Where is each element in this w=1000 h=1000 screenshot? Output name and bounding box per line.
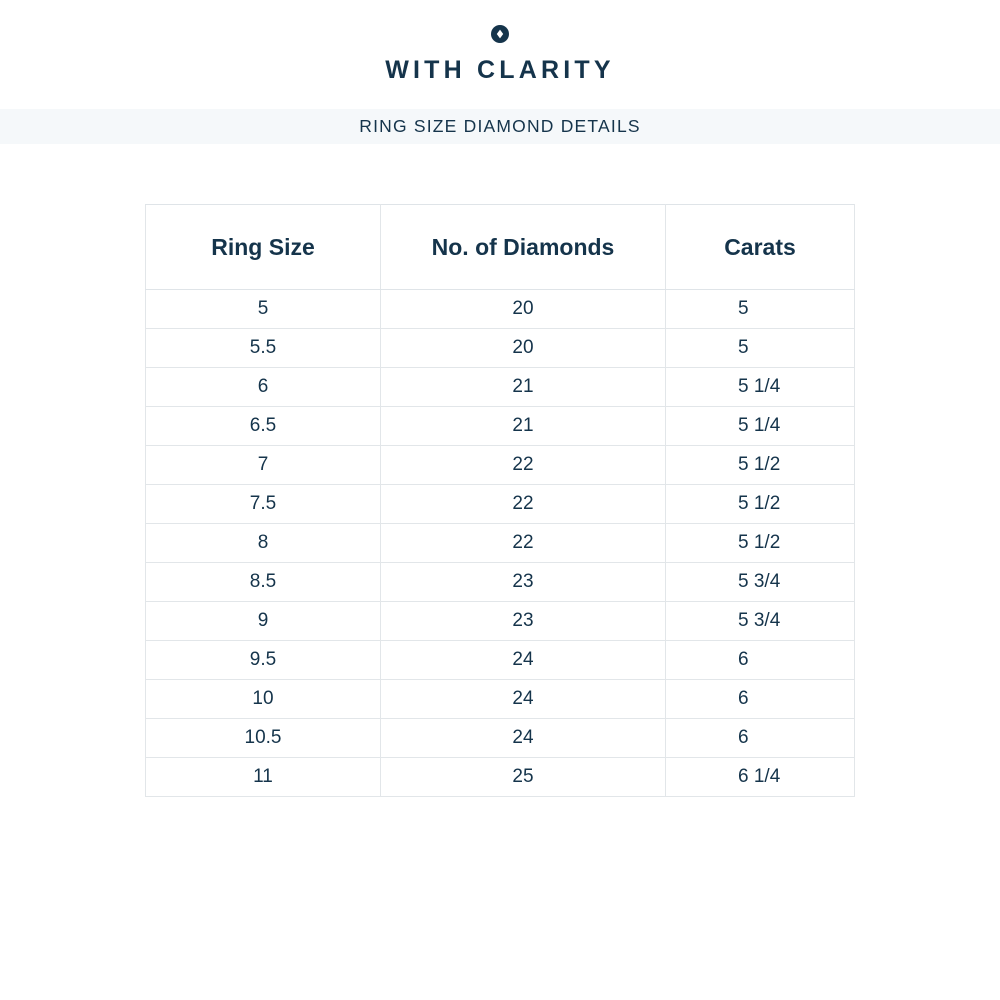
cell-carats: 5 1/2 — [666, 485, 855, 524]
cell-ring-size: 6.5 — [146, 407, 381, 446]
cell-carats: 5 — [666, 290, 855, 329]
cell-ring-size: 8 — [146, 524, 381, 563]
table-header-row — [146, 205, 855, 290]
cell-no-of-diamonds: 21 — [381, 407, 666, 446]
column-header-carats: Carats — [666, 205, 855, 290]
table-row — [146, 602, 855, 641]
ring-size-diamond-table — [145, 204, 855, 797]
cell-no-of-diamonds: 20 — [381, 290, 666, 329]
cell-no-of-diamonds: 25 — [381, 758, 666, 797]
cell-carats: 6 — [666, 641, 855, 680]
cell-no-of-diamonds: 21 — [381, 368, 666, 407]
cell-ring-size: 9.5 — [146, 641, 381, 680]
column-header-ring-size: Ring Size — [146, 205, 381, 290]
table-row — [146, 524, 855, 563]
cell-no-of-diamonds: 22 — [381, 446, 666, 485]
cell-ring-size: 9 — [146, 602, 381, 641]
cell-no-of-diamonds: 23 — [381, 563, 666, 602]
table-row — [146, 290, 855, 329]
cell-ring-size: 8.5 — [146, 563, 381, 602]
diamond-dot-icon — [490, 24, 510, 44]
cell-ring-size: 10 — [146, 680, 381, 719]
table-header — [146, 205, 855, 290]
table-row — [146, 368, 855, 407]
table-row — [146, 641, 855, 680]
cell-ring-size: 10.5 — [146, 719, 381, 758]
table-row — [146, 407, 855, 446]
subheader-title: RING SIZE DIAMOND DETAILS — [359, 116, 641, 136]
subheader-band — [0, 109, 1000, 144]
cell-carats: 5 3/4 — [666, 602, 855, 641]
cell-ring-size: 5.5 — [146, 329, 381, 368]
cell-carats: 5 1/4 — [666, 407, 855, 446]
table-row — [146, 485, 855, 524]
table-row — [146, 329, 855, 368]
table-row — [146, 563, 855, 602]
table-row — [146, 719, 855, 758]
column-header-no-of-diamonds: No. of Diamonds — [381, 205, 666, 290]
cell-carats: 6 — [666, 719, 855, 758]
table-body — [146, 290, 855, 797]
cell-no-of-diamonds: 24 — [381, 680, 666, 719]
cell-no-of-diamonds: 24 — [381, 719, 666, 758]
cell-carats: 5 1/2 — [666, 524, 855, 563]
table-row — [146, 680, 855, 719]
cell-carats: 6 1/4 — [666, 758, 855, 797]
table-row — [146, 446, 855, 485]
cell-ring-size: 6 — [146, 368, 381, 407]
cell-ring-size: 11 — [146, 758, 381, 797]
cell-carats: 5 — [666, 329, 855, 368]
cell-carats: 5 1/4 — [666, 368, 855, 407]
cell-no-of-diamonds: 24 — [381, 641, 666, 680]
brand-header — [0, 0, 1000, 83]
cell-ring-size: 5 — [146, 290, 381, 329]
size-table-container — [145, 204, 855, 797]
cell-no-of-diamonds: 20 — [381, 329, 666, 368]
cell-ring-size: 7 — [146, 446, 381, 485]
cell-ring-size: 7.5 — [146, 485, 381, 524]
table-row — [146, 758, 855, 797]
cell-carats: 5 3/4 — [666, 563, 855, 602]
cell-carats: 5 1/2 — [666, 446, 855, 485]
cell-no-of-diamonds: 22 — [381, 524, 666, 563]
cell-no-of-diamonds: 22 — [381, 485, 666, 524]
cell-carats: 6 — [666, 680, 855, 719]
brand-name: WITH CLARITY — [385, 56, 615, 84]
cell-no-of-diamonds: 23 — [381, 602, 666, 641]
